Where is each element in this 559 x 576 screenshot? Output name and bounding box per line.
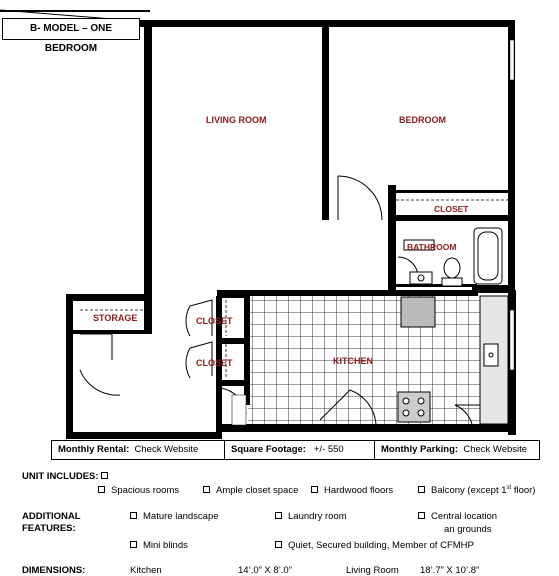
rental-label: Monthly Rental:	[58, 444, 130, 455]
feature-text: Mature landscape	[143, 511, 219, 522]
checkbox-icon	[275, 541, 282, 548]
checkbox-icon	[130, 512, 137, 519]
info-sqft	[225, 441, 375, 459]
label-closet-2: CLOSET	[196, 358, 233, 368]
checkbox-icon	[311, 486, 318, 493]
include-text: Spacious rooms	[111, 485, 180, 496]
checkbox-icon	[275, 512, 282, 519]
label-kitchen: KITCHEN	[333, 356, 373, 366]
include-item	[418, 485, 535, 496]
info-bar	[51, 440, 540, 460]
dim-kitchen-value: 14’.0” X 8’.0”	[238, 565, 292, 576]
feature-item	[130, 511, 219, 522]
include-text: Ample closet space	[216, 485, 299, 496]
dimensions-label: DIMENSIONS:	[22, 565, 86, 576]
label-bedroom-closet: CLOSET	[434, 204, 469, 214]
feature-item-cont: an grounds	[444, 524, 492, 535]
dim-kitchen-label: Kitchen	[130, 565, 162, 576]
include-item	[311, 485, 393, 496]
checkbox-icon	[418, 486, 425, 493]
checkbox-icon	[418, 512, 425, 519]
include-text: Balcony (except 1	[431, 485, 507, 497]
feature-text: Central location	[431, 511, 498, 522]
features-label-2: FEATURES:	[22, 523, 76, 534]
label-closet-1: CLOSET	[196, 316, 233, 326]
checkbox-icon	[98, 486, 105, 493]
include-sup: st	[506, 485, 512, 491]
feature-text: Laundry room	[288, 511, 347, 522]
features-label-1: ADDITIONAL	[22, 511, 81, 522]
checkbox-icon	[203, 486, 210, 493]
model-title: B- MODEL – ONE BEDROOM	[2, 18, 140, 40]
label-living-room: LIVING ROOM	[206, 115, 267, 125]
checkbox-icon	[101, 472, 108, 479]
feature-text: Mini blinds	[143, 540, 188, 551]
feature-text: Quiet, Secured building, Member of CFMHP	[288, 540, 474, 551]
include-text: floor)	[511, 485, 536, 497]
include-item	[98, 485, 179, 496]
feature-item	[130, 540, 188, 551]
info-parking	[375, 441, 539, 459]
bathroom-fixtures	[404, 228, 502, 286]
feature-item	[418, 511, 497, 522]
feature-item	[275, 511, 347, 522]
dim-living-label: Living Room	[346, 565, 399, 576]
parking-value: Check Website	[463, 444, 528, 455]
info-rental	[52, 441, 225, 459]
feature-item	[275, 540, 474, 551]
dim-living-value: 18’.7” X 10’.8”	[420, 565, 480, 576]
label-bedroom: BEDROOM	[399, 115, 446, 125]
checkbox-icon	[130, 541, 137, 548]
label-bathroom: BATHROOM	[407, 242, 457, 252]
sqft-value: +/- 550	[313, 444, 344, 455]
unit-includes-text: UNIT INCLUDES:	[22, 471, 99, 482]
label-storage: STORAGE	[93, 313, 138, 323]
include-item	[203, 485, 298, 496]
sqft-label: Square Footage:	[231, 444, 306, 455]
include-text: Hardwood floors	[324, 485, 394, 496]
parking-label: Monthly Parking:	[381, 444, 459, 455]
rental-value: Check Website	[134, 444, 199, 455]
unit-includes-label	[22, 471, 114, 482]
